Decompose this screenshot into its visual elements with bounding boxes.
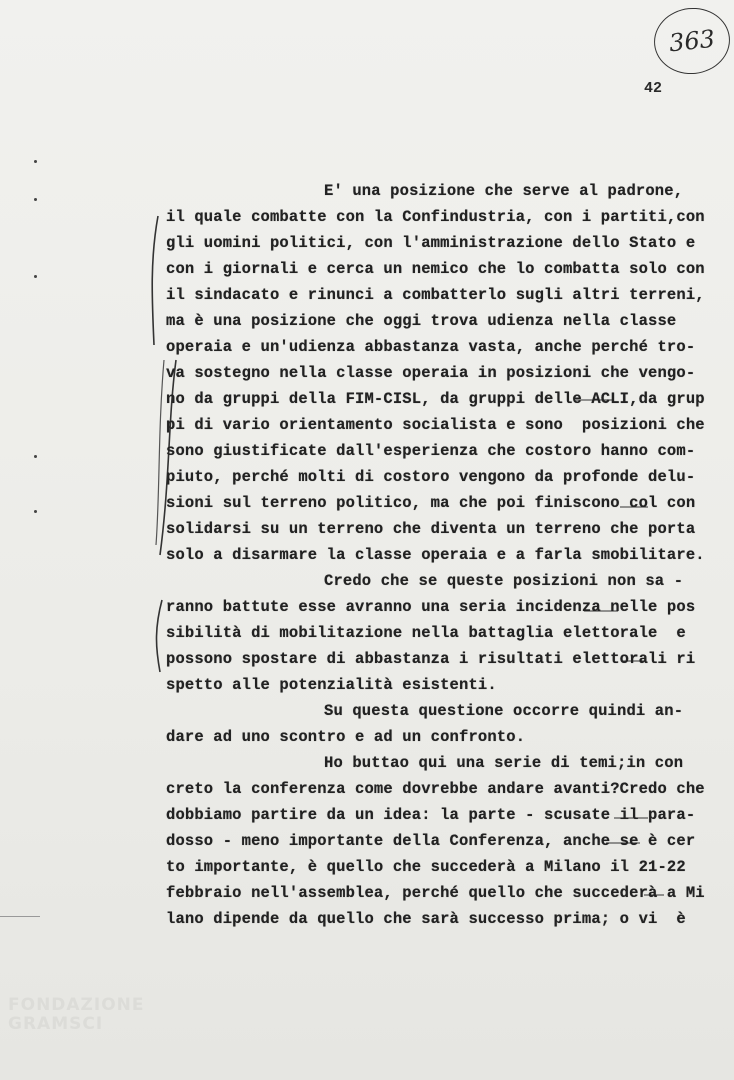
text-line: possono spostare di abbastanza i risultati elettorali ri	[166, 650, 696, 668]
text-line: sono giustificate dall'esperienza che costoro hanno com-	[166, 442, 696, 460]
text-line: creto la conferenza come dovrebbe andare avanti?Credo che	[166, 780, 705, 798]
text-line: il quale combatte con la Confindustria, con i partiti,con	[166, 208, 705, 226]
margin-bracket	[156, 360, 164, 545]
margin-bracket	[157, 600, 163, 672]
text-line: ma è una posizione che oggi trova udienza nella classe	[166, 312, 677, 330]
text-line: gli uomini politici, con l'amministrazione dello Stato e	[166, 234, 696, 252]
margin-rule	[0, 916, 40, 917]
text-line: il sindacato e rinunci a combatterlo sugli altri terreni,	[166, 286, 705, 304]
text-line: va sostegno nella classe operaia in posizioni che vengo-	[166, 364, 696, 382]
page-number: 42	[644, 80, 663, 97]
text-line: dobbiamo partire da un idea: la parte - scusate il para-	[166, 806, 696, 824]
text-line: no da gruppi della FIM-CISL, da gruppi delle ACLI,da grup	[166, 390, 705, 408]
text-line: solo a disarmare la classe operaia e a farla smobilitare.	[166, 546, 705, 564]
archive-number-text: 363	[667, 24, 717, 58]
text-line: solidarsi su un terreno che diventa un terreno che porta	[166, 520, 696, 538]
margin-bracket	[152, 216, 158, 345]
text-line: pi di vario orientamento socialista e sono posizioni che	[166, 416, 705, 434]
text-line: Su questa questione occorre quindi an-	[324, 702, 684, 720]
text-line: spetto alle potenzialità esistenti.	[166, 676, 497, 694]
text-line: sibilità di mobilitazione nella battaglia elettorale e	[166, 624, 686, 642]
text-line: ranno battute esse avranno una seria incidenza nelle pos	[166, 598, 696, 616]
text-line: febbraio nell'assemblea, perché quello che succederà a Mi	[166, 884, 705, 902]
text-line: E' una posizione che serve al padrone,	[324, 182, 684, 200]
text-line: dare ad uno scontro e ad un confronto.	[166, 728, 526, 746]
text-line: sioni sul terreno politico, ma che poi finiscono col con	[166, 494, 696, 512]
text-line: Ho buttao qui una serie di temi;in con	[324, 754, 684, 772]
watermark: FONDAZIONE GRAMSCI	[8, 995, 145, 1034]
text-line: con i giornali e cerca un nemico che lo combatta solo con	[166, 260, 705, 278]
text-line: to importante, è quello che succederà a Milano il 21-22	[166, 858, 686, 876]
text-line: lano dipende da quello che sarà successo prima; o vi è	[166, 910, 686, 928]
text-line: dosso - meno importante della Conferenza, anche se è cer	[166, 832, 696, 850]
text-line: Credo che se queste posizioni non sa -	[324, 572, 684, 590]
text-line: piuto, perché molti di costoro vengono da profonde delu-	[166, 468, 696, 486]
text-line: operaia e un'udienza abbastanza vasta, anche perché tro-	[166, 338, 696, 356]
